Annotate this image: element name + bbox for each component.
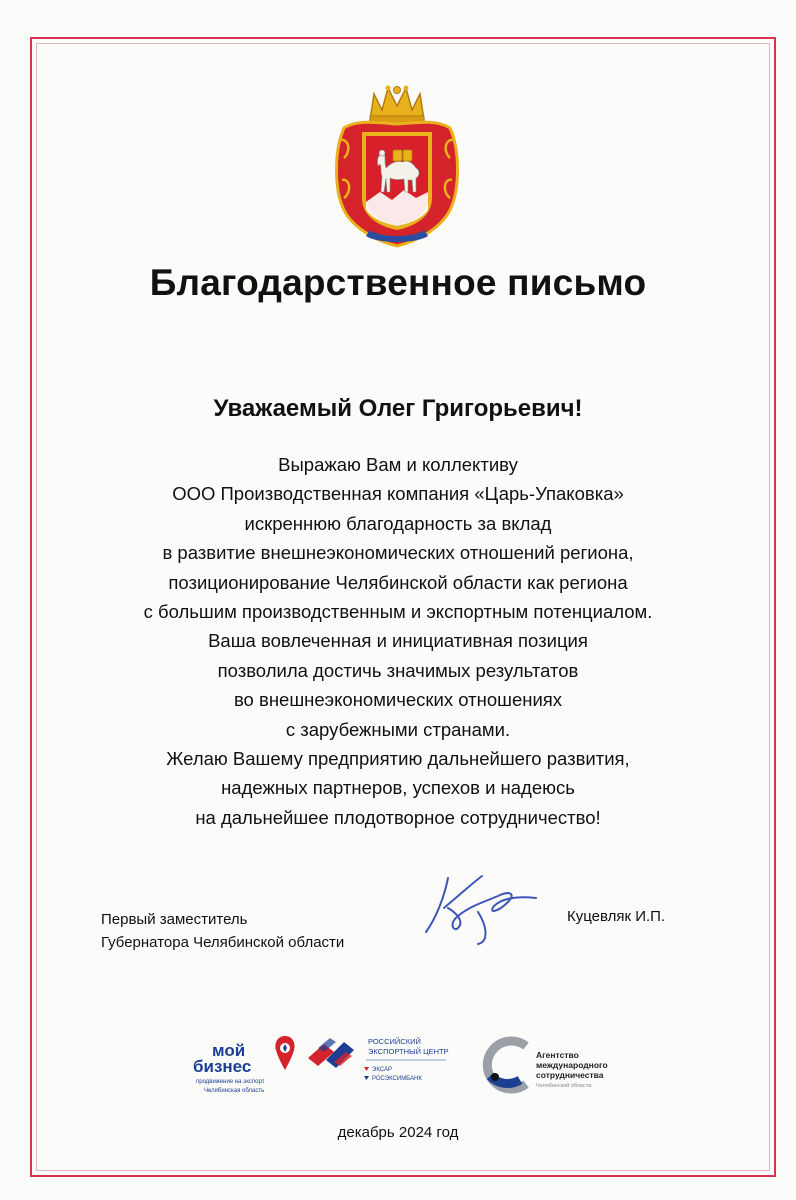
logo-text: РОСЭКСИМБАНК: [372, 1076, 422, 1082]
logo-text: сотрудничества: [536, 1070, 604, 1080]
logo-text: Агентство: [536, 1050, 579, 1060]
body-line: с большим производственным и экспортным потенциалом.: [143, 601, 653, 623]
logo-text: продвижение на экспорт: [196, 1079, 265, 1085]
greeting: Уважаемый Олег Григорьевич!: [213, 395, 583, 422]
logo-text: ЭКСАР: [372, 1067, 392, 1073]
body-line: искреннюю благодарность за вклад: [244, 512, 552, 534]
handwritten-signature-icon: [418, 868, 568, 948]
logo-text: ЭКСПОРТНЫЙ ЦЕНТР: [368, 1047, 449, 1056]
letter-body: [90, 450, 706, 832]
body-line: с зарубежными странами.: [285, 718, 511, 740]
logo-text: Челябинская область: [204, 1088, 265, 1094]
agency-mark-icon: [487, 1041, 526, 1089]
body-line: Желаю Вашему предприятию дальнейшего развития,: [166, 748, 630, 770]
body-line: Ваша вовлеченная и инициативная позиция: [208, 630, 588, 652]
logo-text: бизнес: [193, 1057, 252, 1076]
body-line: Выражаю Вам и коллективу: [278, 454, 518, 475]
logo-text: международного: [536, 1060, 608, 1070]
body-line: позиционирование Челябинской области как региона: [168, 571, 628, 593]
position-line: Губернатора Челябинской области: [101, 934, 345, 951]
location-pin-icon: [275, 1036, 294, 1070]
crown-icon: [370, 86, 424, 124]
body-line: надежных партнеров, успехов и надеюсь: [221, 777, 575, 799]
position-line: Первый заместитель: [101, 911, 248, 928]
body-line: позволила достичь значимых результатов: [217, 659, 579, 681]
letter-date: декабрь 2024 год: [337, 1124, 459, 1141]
logo-text: Челябинской области: [536, 1083, 592, 1089]
coat-of-arms-icon: [330, 80, 464, 250]
signatory-name: Куцевляк И.П.: [567, 908, 666, 925]
logo-text: мой: [212, 1041, 246, 1060]
logo-text: РОССИЙСКИЙ: [368, 1037, 421, 1046]
body-line: в развитие внешнеэкономических отношений региона,: [162, 542, 634, 564]
rec-logo: [308, 1037, 449, 1082]
body-line: ООО Производственная компания «Царь-Упаковка»: [172, 483, 624, 505]
signatory-position: [101, 908, 344, 954]
rec-mark-icon: [308, 1038, 354, 1068]
moy-biznes-logo: [193, 1036, 295, 1094]
body-line: на дальнейшее плодотворное сотрудничество!: [195, 806, 601, 828]
letter-title: Благодарственное письмо: [149, 262, 647, 303]
body-line: во внешнеэкономических отношениях: [233, 689, 563, 711]
partner-logos: [0, 1030, 796, 1110]
agency-logo: [487, 1041, 607, 1089]
